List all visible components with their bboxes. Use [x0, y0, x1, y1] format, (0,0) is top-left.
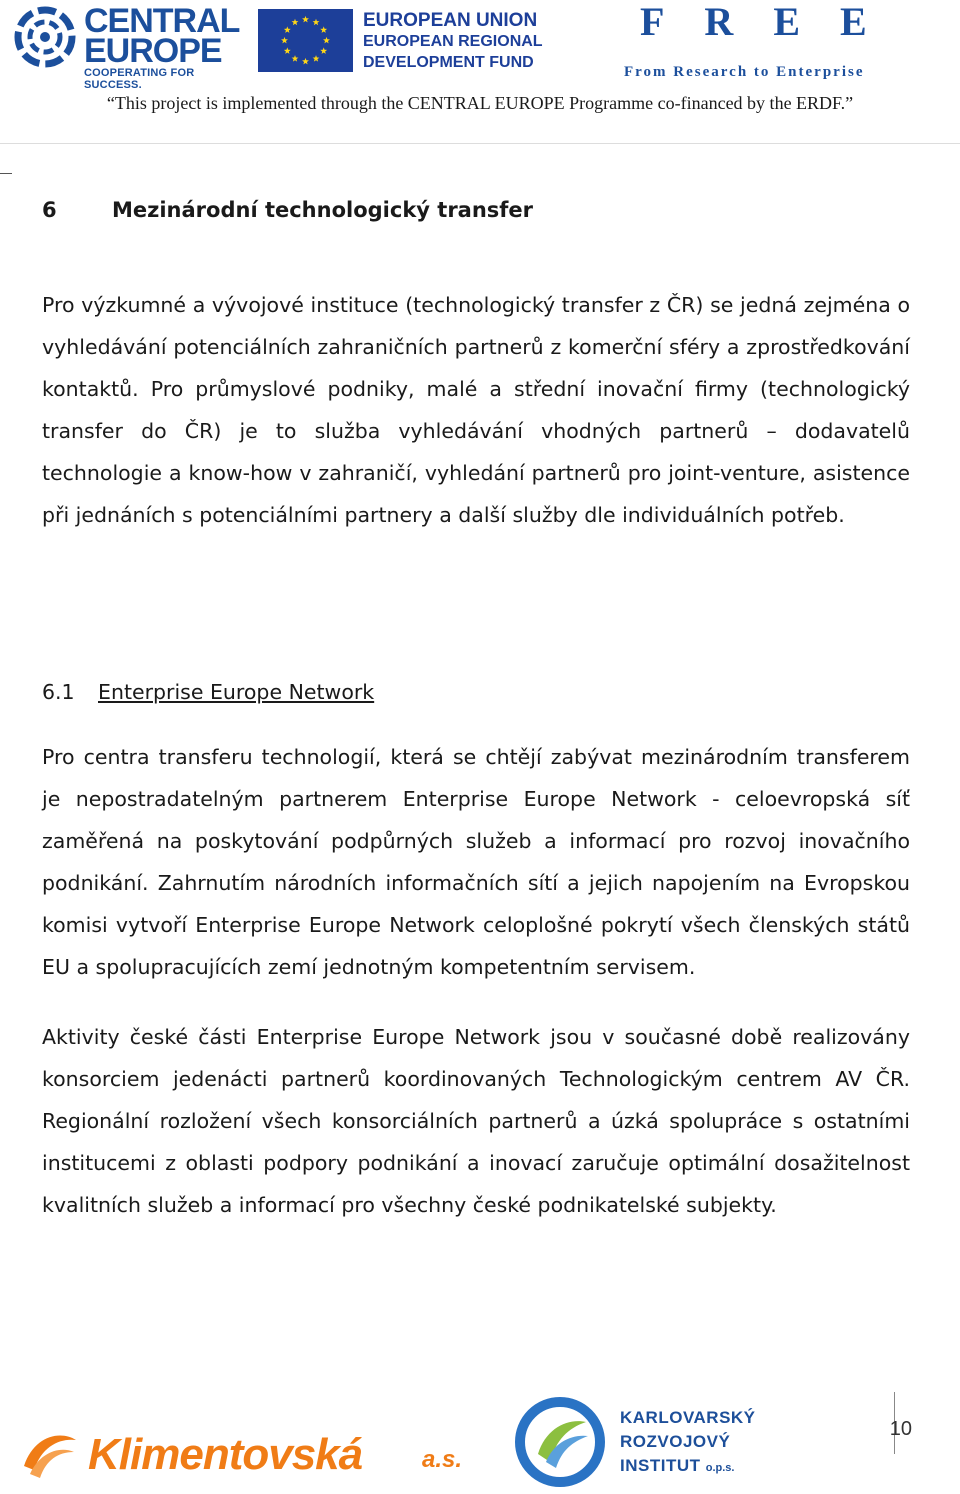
kri-logo-text [620, 1406, 756, 1480]
page-header [0, 0, 960, 150]
eu-erdf-logo-text [363, 10, 543, 73]
kri-logo [510, 1392, 870, 1492]
kri-line1: KARLOVARSKÝ [620, 1408, 756, 1427]
section-number: 6.1 [42, 680, 75, 704]
free-logo-word: FREE [640, 0, 907, 44]
klimentovska-swoosh-icon [20, 1426, 80, 1482]
page-number: 10 [889, 1418, 912, 1440]
free-logo [600, 0, 940, 90]
klimentovska-word: Klimentovská [88, 1430, 363, 1479]
header-divider [0, 143, 960, 144]
kri-line3: INSTITUT [620, 1456, 701, 1475]
kri-line2: ROZVOJOVÝ [620, 1432, 731, 1451]
kri-swirl-icon [510, 1392, 610, 1492]
chapter-heading [42, 198, 533, 222]
kri-suffix: o.p.s. [705, 1462, 735, 1474]
eu-flag-icon [258, 9, 353, 72]
project-statement: “This project is implemented through the CENTRAL EUROPE Programme co-financed by the ERDF.” [106, 93, 854, 113]
chapter-number: 6 [42, 198, 57, 222]
chapter-title: Mezinárodní technologický transfer [112, 198, 534, 222]
paragraph-intro: Pro výzkumné a vývojové instituce (technologický transfer z ČR) se jedná zejména o vyhledávání potenciálních zahraničních partnerů z komerční sféry a zprostředkování kontaktů. Pro průmyslové podniky, malé a střední inovační firmy (technologický transfer do ČR) je to služba vyhledávání vhodných partnerů – dodavatelů technologie a know-how v zahraničí, vyhledání partnerů pro joint-venture, asistence při jednáních s potenciálními partnery a další služby dle individuálních potřeb. [42, 293, 910, 527]
central-europe-swirl-icon [14, 6, 76, 68]
klimentovska-logo [20, 1426, 480, 1486]
eu-line3: DEVELOPMENT FUND [363, 54, 534, 71]
free-logo-tagline: From Research to Enterprise [624, 64, 865, 80]
central-europe-line1: CENTRAL [84, 2, 240, 40]
header-dash [0, 173, 12, 174]
central-europe-line2: EUROPE [84, 32, 222, 70]
central-europe-tagline: COOPERATING FOR SUCCESS. [84, 67, 195, 91]
section-heading [42, 680, 374, 704]
paragraph-een: Pro centra transferu technologií, která se chtějí zabývat mezinárodním transferem je nepostradatelným partnerem Enterprise Europe Network - celoevropská síť zaměřená na poskytování podpůrných služeb a informací pro rozvoj inovačního podnikání. Zahrnutím národních informačních sítí a jejich napojením na Evropskou komisi vytvoří Enterprise Europe Network celoplošné pokrytí všech členských států EU a spolupracujících zemí jednotným kompetentním servisem. [42, 745, 910, 979]
central-europe-logo [14, 2, 244, 91]
klimentovska-suffix: a.s. [422, 1446, 463, 1473]
section-title: Enterprise Europe Network [98, 680, 375, 704]
eu-line1: EUROPEAN UNION [363, 10, 538, 31]
eu-line2: EUROPEAN REGIONAL [363, 33, 543, 50]
paragraph-activities: Aktivity české části Enterprise Europe Network jsou v současné době realizovány konsorciem jedenácti partnerů koordinovaných Technologickým centrem AV ČR. Regionální rozložení všech konsorciálních partnerů a úzká spolupráce s ostatními institucemi z oblasti podpory podnikání a inovací zaručuje optimální dosažitelnost kvalitních služeb a informací pro všechny české podnikatelské subjekty. [42, 1025, 910, 1217]
